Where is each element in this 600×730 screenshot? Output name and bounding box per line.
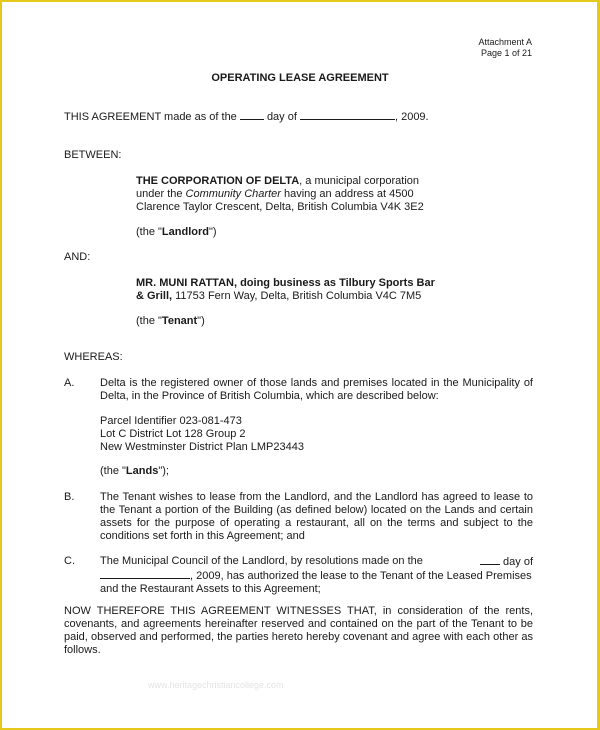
page-number: Page 1 of 21 xyxy=(480,48,532,58)
landlord-role: (the "Landlord") xyxy=(136,226,217,238)
agreement-date-line: THIS AGREEMENT made as of the day of , 2009. xyxy=(64,111,429,123)
recital-b-letter: B. xyxy=(64,491,75,503)
month-blank xyxy=(300,110,395,120)
recital-a-text: Delta is the registered owner of those lands and premises located in the Municipality of Delta, in the Province of British Columbia, which are described below: xyxy=(100,377,533,402)
landlord-name: THE CORPORATION OF DELTA xyxy=(136,175,300,187)
recital-c-text: The Municipal Council of the Landlord, by resolutions made on the day of , 2009, has authorized the lease to the Tenant of the Leased Premises and the Restaurant Assets to this Agreement; xyxy=(100,555,533,595)
recital-a-letter: A. xyxy=(64,377,75,389)
parcel-description: Parcel Identifier 023-081-473 Lot C District Lot 128 Group 2 New Westminster District Plan LMP23443 xyxy=(100,415,304,453)
document-title: OPERATING LEASE AGREEMENT xyxy=(211,72,389,84)
watermark: www.heritagechristiancollege.com xyxy=(148,680,284,690)
day-blank xyxy=(240,110,264,120)
page-header xyxy=(478,37,532,59)
resolution-day-blank xyxy=(480,555,500,565)
between-label: BETWEEN: xyxy=(64,149,122,161)
recital-b-text: The Tenant wishes to lease from the Landlord, and the Landlord has agreed to lease to the Tenant a portion of the Building (as defined below) located on the Lands and certain assets for the purpose of operating a restaurant, all on the terms and subject to the conditions set forth in this Agreement; and xyxy=(100,491,533,542)
now-therefore-clause: NOW THEREFORE THIS AGREEMENT WITNESSES THAT, in consideration of the rents, covenants, and agreements hereinafter reserved and contained on the part of the Tenant to be paid, observed and performed, the parties hereto hereby covenant and agree with each other as follows. xyxy=(64,605,533,656)
resolution-month-blank xyxy=(100,569,190,579)
and-label: AND: xyxy=(64,251,91,263)
landlord-block: THE CORPORATION OF DELTA, a municipal corporation under the Community Charter having an address at 4500 Clarence Taylor Crescent, Delta, British Columbia V4K 3E2 xyxy=(136,175,424,213)
whereas-label: WHEREAS: xyxy=(64,351,123,363)
tenant-name: MR. MUNI RATTAN, doing business as Tilbury Sports Bar xyxy=(136,277,435,289)
tenant-role: (the "Tenant") xyxy=(136,315,205,327)
attachment-label: Attachment A xyxy=(478,37,532,47)
tenant-block: MR. MUNI RATTAN, doing business as Tilbury Sports Bar & Grill, 11753 Fern Way, Delta, British Columbia V4C 7M5 xyxy=(136,277,435,302)
recital-c-letter: C. xyxy=(64,555,75,567)
lands-role: (the "Lands"); xyxy=(100,465,169,477)
